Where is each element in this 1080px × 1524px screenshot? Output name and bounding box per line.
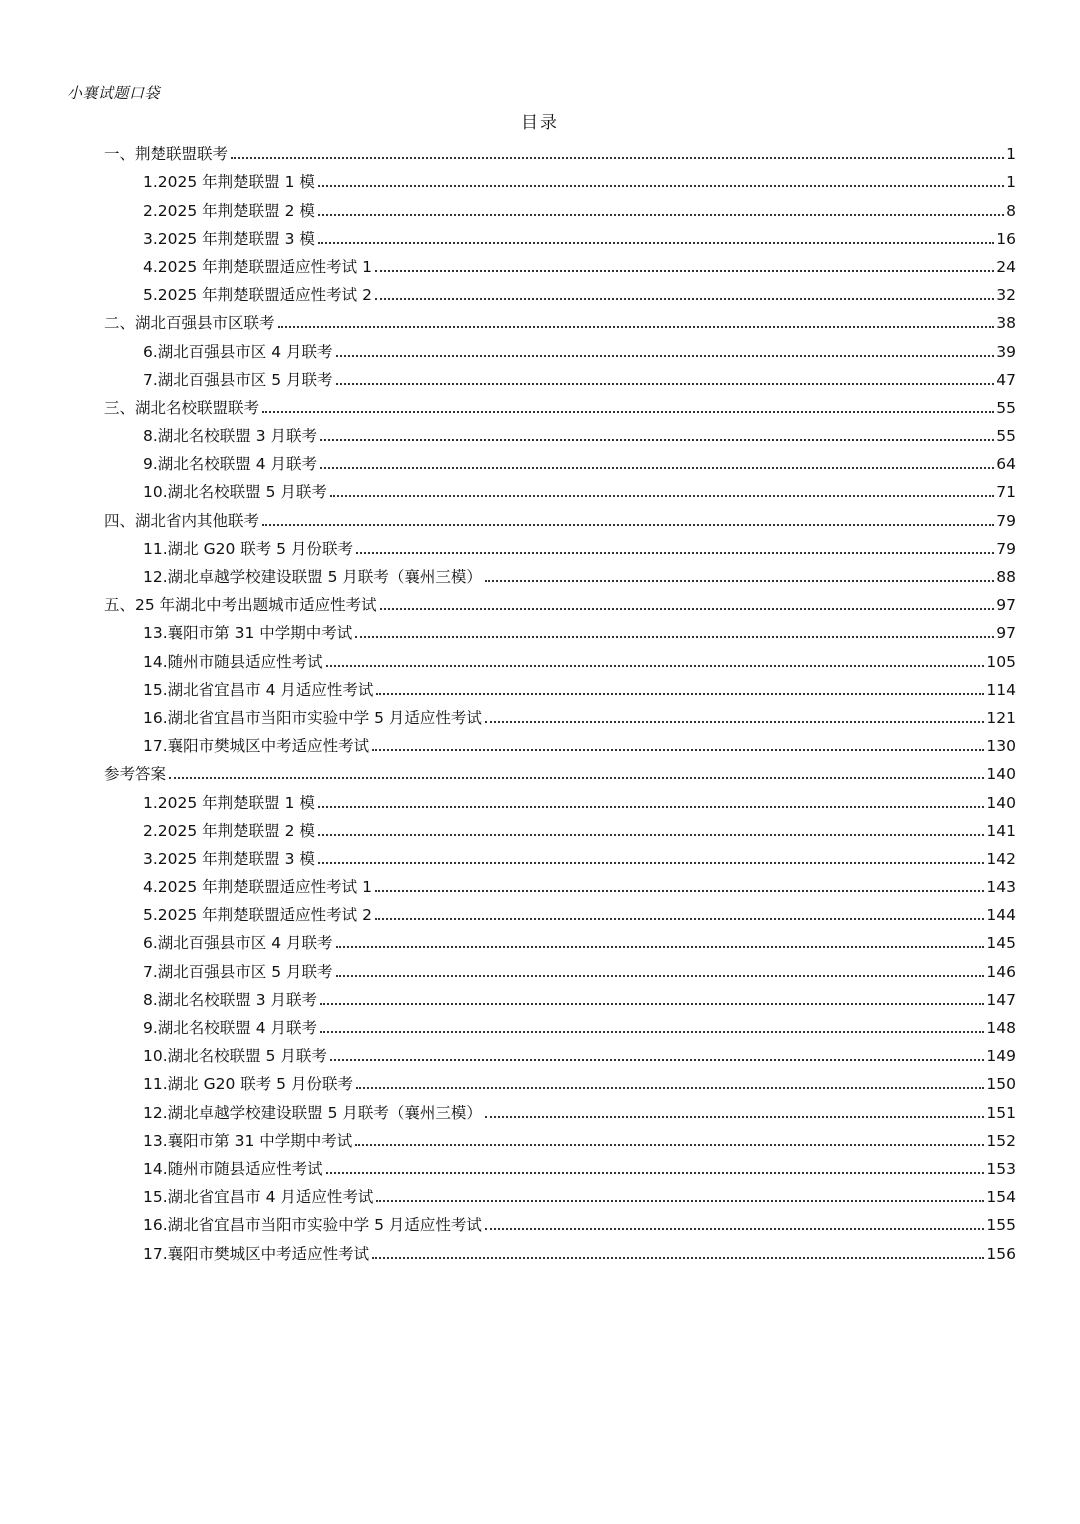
toc-entry[interactable] xyxy=(104,953,1016,981)
toc-entry-label: 15.湖北省宜昌市 4 月适应性考试 xyxy=(143,680,374,699)
toc-entry-page-number: 150 xyxy=(986,1075,1016,1094)
toc-entry-page-number: 149 xyxy=(986,1047,1016,1066)
toc-entry-page-number: 71 xyxy=(996,483,1016,502)
toc-entry-page-number: 16 xyxy=(996,229,1016,248)
toc-entry[interactable] xyxy=(104,982,1016,1010)
dot-leader xyxy=(262,524,994,526)
dot-leader xyxy=(485,580,994,582)
toc-entry[interactable] xyxy=(104,1151,1016,1179)
dot-leader xyxy=(380,608,995,610)
toc-entry-label: 9.湖北名校联盟 4 月联考 xyxy=(143,1019,318,1037)
toc-entry-label: 一、荆楚联盟联考 xyxy=(104,145,229,164)
toc-entry-label: 1.2025 年荆楚联盟 1 模 xyxy=(143,173,315,192)
toc-entry-page-number: 79 xyxy=(996,511,1016,530)
toc-entry-page-number: 32 xyxy=(996,286,1016,305)
table-of-contents xyxy=(104,136,1016,1264)
dot-leader xyxy=(326,1172,985,1174)
dot-leader xyxy=(330,1059,985,1061)
toc-entry-label: 16.湖北省宜昌市当阳市实验中学 5 月适应性考试 xyxy=(143,1216,482,1235)
toc-entry-label: 11.湖北 G20 联考 5 月份联考 xyxy=(143,1075,353,1094)
toc-entry[interactable] xyxy=(104,164,1016,192)
toc-entry-label: 4.2025 年荆楚联盟适应性考试 1 xyxy=(143,878,372,897)
toc-entry[interactable] xyxy=(104,474,1016,502)
toc-entry[interactable] xyxy=(104,784,1016,812)
toc-entry-page-number: 38 xyxy=(996,314,1016,333)
toc-entry-label: 14.随州市随县适应性考试 xyxy=(143,652,323,671)
toc-entry-label: 11.湖北 G20 联考 5 月份联考 xyxy=(143,539,353,558)
toc-entry-page-number: 156 xyxy=(986,1244,1016,1263)
toc-entry-page-number: 145 xyxy=(986,934,1016,953)
toc-entry[interactable] xyxy=(104,587,1016,615)
toc-entry[interactable] xyxy=(104,756,1016,784)
toc-entry-label: 13.襄阳市第 31 中学期中考试 xyxy=(143,624,353,643)
dot-leader xyxy=(485,721,985,723)
toc-entry-page-number: 88 xyxy=(996,568,1016,586)
toc-entry[interactable] xyxy=(104,869,1016,897)
dot-leader xyxy=(326,665,985,667)
toc-entry-label: 17.襄阳市樊城区中考适应性考试 xyxy=(143,1244,370,1263)
toc-entry-page-number: 55 xyxy=(996,398,1016,417)
toc-title: 目录 xyxy=(521,113,559,133)
toc-entry-page-number: 146 xyxy=(986,962,1016,981)
toc-entry-page-number: 79 xyxy=(996,539,1016,558)
toc-entry-label: 8.湖北名校联盟 3 月联考 xyxy=(143,990,318,1009)
toc-entry[interactable] xyxy=(104,813,1016,841)
toc-entry-page-number: 151 xyxy=(986,1103,1016,1122)
dot-leader xyxy=(356,552,994,554)
header-note: 小襄试题口袋 xyxy=(67,84,161,102)
toc-entry[interactable] xyxy=(104,700,1016,728)
toc-entry[interactable] xyxy=(104,672,1016,700)
dot-leader xyxy=(485,1228,985,1230)
toc-entry-label: 三、湖北名校联盟联考 xyxy=(104,398,260,417)
dot-leader xyxy=(375,918,984,920)
dot-leader xyxy=(355,636,994,638)
dot-leader xyxy=(231,157,1004,159)
toc-entry-label: 3.2025 年荆楚联盟 3 模 xyxy=(143,229,315,248)
toc-entry-label: 10.湖北名校联盟 5 月联考 xyxy=(143,483,327,502)
toc-entry[interactable] xyxy=(104,192,1016,220)
dot-leader xyxy=(356,1087,984,1089)
toc-entry-label: 6.湖北百强县市区 4 月联考 xyxy=(143,342,333,361)
toc-entry[interactable] xyxy=(104,897,1016,925)
toc-entry[interactable] xyxy=(104,362,1016,390)
toc-entry-label: 2.2025 年荆楚联盟 2 模 xyxy=(143,821,315,840)
toc-entry-label: 13.襄阳市第 31 中学期中考试 xyxy=(143,1131,353,1150)
dot-leader xyxy=(318,242,994,244)
toc-entry[interactable] xyxy=(104,925,1016,953)
toc-entry-label: 7.湖北百强县市区 5 月联考 xyxy=(143,370,333,389)
toc-entry[interactable] xyxy=(104,333,1016,361)
toc-entry-label: 12.湖北卓越学校建设联盟 5 月联考（襄州三模） xyxy=(143,1103,482,1122)
dot-leader xyxy=(320,1003,984,1005)
toc-entry[interactable] xyxy=(104,559,1016,587)
toc-entry[interactable] xyxy=(104,446,1016,474)
toc-entry[interactable] xyxy=(104,1123,1016,1151)
toc-entry-page-number: 97 xyxy=(996,596,1016,615)
toc-entry-page-number: 143 xyxy=(986,878,1016,897)
toc-entry[interactable] xyxy=(104,615,1016,643)
toc-entry[interactable] xyxy=(104,1094,1016,1122)
toc-entry-page-number: 141 xyxy=(986,821,1016,840)
toc-entry[interactable] xyxy=(104,221,1016,249)
dot-leader xyxy=(355,1144,984,1146)
toc-entry-page-number: 148 xyxy=(986,1019,1016,1037)
dot-leader xyxy=(376,1200,984,1202)
toc-entry[interactable] xyxy=(104,728,1016,756)
dot-leader xyxy=(485,1116,985,1118)
dot-leader xyxy=(320,1031,984,1033)
dot-leader xyxy=(336,355,995,357)
toc-entry-label: 3.2025 年荆楚联盟 3 模 xyxy=(143,849,315,868)
toc-entry-label: 8.湖北名校联盟 3 月联考 xyxy=(143,427,318,446)
toc-entry[interactable] xyxy=(104,531,1016,559)
dot-leader xyxy=(330,495,994,497)
toc-entry-page-number: 1 xyxy=(1006,173,1016,192)
dot-leader xyxy=(318,185,1004,187)
toc-entry[interactable] xyxy=(104,1010,1016,1038)
toc-entry-page-number: 24 xyxy=(996,257,1016,276)
toc-entry-page-number: 152 xyxy=(986,1131,1016,1150)
dot-leader xyxy=(372,749,984,751)
toc-entry-label: 15.湖北省宜昌市 4 月适应性考试 xyxy=(143,1188,374,1207)
toc-entry-page-number: 140 xyxy=(986,793,1016,812)
toc-entry-label: 五、25 年湖北中考出题城市适应性考试 xyxy=(104,596,377,615)
toc-entry-page-number: 55 xyxy=(996,427,1016,446)
dot-leader xyxy=(278,326,995,328)
dot-leader xyxy=(376,693,984,695)
dot-leader xyxy=(320,467,994,469)
toc-entry[interactable] xyxy=(104,841,1016,869)
toc-entry-page-number: 8 xyxy=(1006,201,1016,220)
toc-entry-label: 6.湖北百强县市区 4 月联考 xyxy=(143,934,333,953)
toc-entry[interactable] xyxy=(104,502,1016,530)
toc-entry[interactable] xyxy=(104,643,1016,671)
dot-leader xyxy=(375,270,994,272)
toc-entry-page-number: 39 xyxy=(996,342,1016,361)
toc-entry[interactable] xyxy=(104,1235,1016,1263)
dot-leader xyxy=(372,1257,984,1259)
toc-entry-page-number: 140 xyxy=(986,765,1016,784)
toc-entry-page-number: 144 xyxy=(986,906,1016,925)
toc-entry-page-number: 105 xyxy=(986,652,1016,671)
toc-entry-page-number: 1 xyxy=(1006,145,1016,164)
dot-leader xyxy=(262,411,994,413)
toc-entry-label: 7.湖北百强县市区 5 月联考 xyxy=(143,962,333,981)
toc-entry-label: 1.2025 年荆楚联盟 1 模 xyxy=(143,793,315,812)
dot-leader xyxy=(318,834,985,836)
toc-entry-page-number: 147 xyxy=(986,990,1016,1009)
dot-leader xyxy=(318,806,985,808)
toc-entry-page-number: 97 xyxy=(996,624,1016,643)
dot-leader xyxy=(336,383,995,385)
dot-leader xyxy=(318,862,985,864)
toc-entry-label: 10.湖北名校联盟 5 月联考 xyxy=(143,1047,327,1066)
toc-entry[interactable] xyxy=(104,1066,1016,1094)
dot-leader xyxy=(375,298,994,300)
toc-entry-label: 二、湖北百强县市区联考 xyxy=(104,314,275,333)
toc-entry-label: 17.襄阳市樊城区中考适应性考试 xyxy=(143,737,370,756)
toc-entry-label: 2.2025 年荆楚联盟 2 模 xyxy=(143,201,315,220)
toc-entry-page-number: 64 xyxy=(996,455,1016,474)
toc-entry-page-number: 153 xyxy=(986,1159,1016,1178)
toc-entry-label: 4.2025 年荆楚联盟适应性考试 1 xyxy=(143,257,372,276)
toc-entry-label: 参考答案 xyxy=(104,765,167,784)
toc-entry[interactable] xyxy=(104,277,1016,305)
toc-entry-label: 5.2025 年荆楚联盟适应性考试 2 xyxy=(143,286,372,305)
toc-entry[interactable] xyxy=(104,1038,1016,1066)
toc-entry-label: 5.2025 年荆楚联盟适应性考试 2 xyxy=(143,906,372,925)
toc-entry-label: 12.湖北卓越学校建设联盟 5 月联考（襄州三模） xyxy=(143,568,482,586)
dot-leader xyxy=(375,890,984,892)
toc-entry-page-number: 142 xyxy=(986,849,1016,868)
toc-entry[interactable] xyxy=(104,136,1016,164)
toc-entry-page-number: 155 xyxy=(986,1216,1016,1235)
toc-entry-page-number: 114 xyxy=(986,680,1016,699)
toc-entry-label: 四、湖北省内其他联考 xyxy=(104,511,260,530)
dot-leader xyxy=(336,975,985,977)
toc-entry[interactable] xyxy=(104,305,1016,333)
toc-entry-label: 16.湖北省宜昌市当阳市实验中学 5 月适应性考试 xyxy=(143,708,482,727)
toc-entry-page-number: 47 xyxy=(996,370,1016,389)
toc-entry[interactable] xyxy=(104,1179,1016,1207)
toc-entry-label: 14.随州市随县适应性考试 xyxy=(143,1159,323,1178)
toc-entry-page-number: 121 xyxy=(986,708,1016,727)
dot-leader xyxy=(169,777,984,779)
toc-entry[interactable] xyxy=(104,249,1016,277)
dot-leader xyxy=(320,439,994,441)
toc-entry[interactable] xyxy=(104,1207,1016,1235)
dot-leader xyxy=(318,214,1004,216)
toc-entry[interactable] xyxy=(104,390,1016,418)
dot-leader xyxy=(336,946,985,948)
toc-entry-page-number: 154 xyxy=(986,1188,1016,1207)
toc-entry-page-number: 130 xyxy=(986,737,1016,756)
toc-entry[interactable] xyxy=(104,418,1016,446)
toc-entry-label: 9.湖北名校联盟 4 月联考 xyxy=(143,455,318,474)
